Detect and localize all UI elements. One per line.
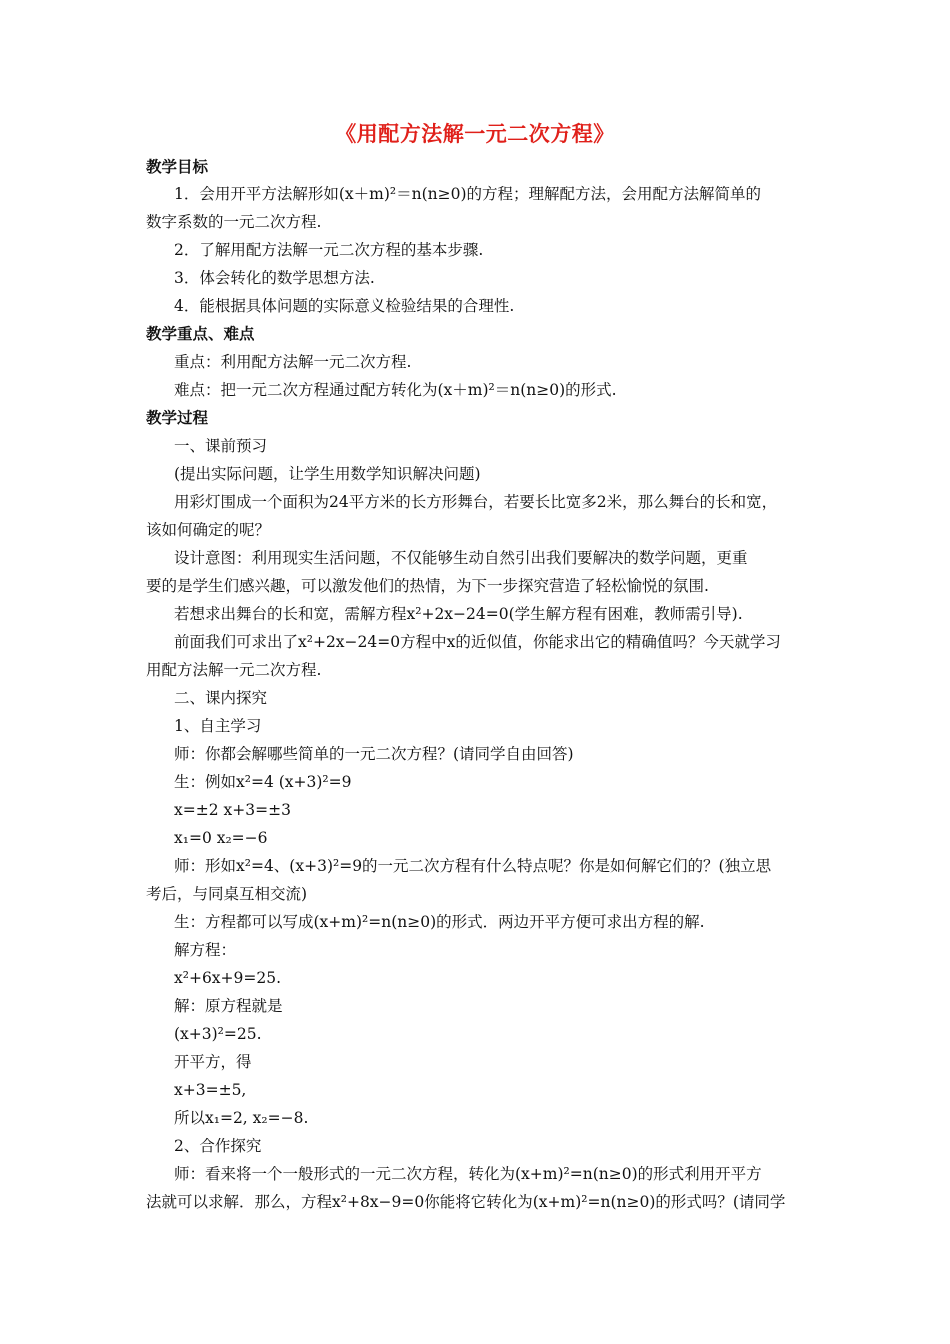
text-line: x=±2 x+3=±3 [174,801,291,819]
text-line: 解：原方程就是 [174,997,283,1015]
text-line: 用彩灯围成一个面积为24平方米的长方形舞台，若要长比宽多2米，那么舞台的长和宽， [174,493,778,511]
section-heading: 教学目标 [146,157,209,176]
text-line: 该如何确定的呢？ [146,521,271,539]
text-line: 生：例如x²=4 (x+3)²=9 [174,773,352,791]
text-line: (x+3)²=25. [174,1025,262,1043]
text-line: 3．体会转化的数学思想方法. [174,269,375,287]
text-line: 二、课内探究 [174,689,268,707]
text-line: 4．能根据具体问题的实际意义检验结果的合理性. [174,297,515,315]
text-line: 开平方，得 [174,1053,252,1071]
text-line: x²+6x+9=25. [174,969,282,987]
text-line: 师：你都会解哪些简单的一元二次方程？(请同学自由回答) [174,745,574,763]
text-line: 2、合作探究 [174,1137,262,1155]
text-line: (提出实际问题，让学生用数学知识解决问题) [174,465,481,483]
text-line: 前面我们可求出了x²+2x−24=0方程中x的近似值，你能求出它的精确值吗？今天就学习 [174,633,781,651]
text-line: 难点：把一元二次方程通过配方转化为(x＋m)²＝n(n≥0)的形式. [174,381,617,399]
document-title: 《用配方法解一元二次方程》 [335,121,615,146]
text-line: 所以x₁=2, x₂=−8. [174,1109,309,1127]
text-line: 用配方法解一元二次方程. [146,661,322,679]
text-line: 1、自主学习 [174,717,262,735]
text-line: x₁=0 x₂=−6 [174,829,268,847]
text-line: 法就可以求解．那么，方程x²+8x−9=0你能将它转化为(x+m)²=n(n≥0)的形式吗？(请同学 [146,1193,786,1211]
text-line: 要的是学生们感兴趣，可以激发他们的热情，为下一步探究营造了轻松愉悦的氛围. [146,577,709,595]
text-line: 考后，与同桌互相交流) [146,885,308,903]
text-line: 1．会用开平方法解形如(x＋m)²＝n(n≥0)的方程；理解配方法，会用配方法解简单的 [174,185,762,203]
text-line: 2．了解用配方法解一元二次方程的基本步骤. [174,241,484,259]
text-line: x+3=±5, [174,1081,247,1099]
text-line: 师：看来将一个一般形式的一元二次方程，转化为(x+m)²=n(n≥0)的形式利用开平方 [174,1165,762,1183]
text-line: 数字系数的一元二次方程. [146,213,322,231]
text-line: 若想求出舞台的长和宽，需解方程x²+2x−24=0(学生解方程有困难，教师需引导). [174,605,743,623]
text-line: 一、课前预习 [174,437,268,455]
text-line: 师：形如x²=4、(x+3)²=9的一元二次方程有什么特点呢？你是如何解它们的？(独立思 [174,857,772,875]
section-heading: 教学重点、难点 [146,324,255,343]
section-heading: 教学过程 [146,408,209,427]
text-line: 设计意图：利用现实生活问题，不仅能够生动自然引出我们要解决的数学问题，更重 [174,549,748,567]
text-line: 解方程： [174,941,237,959]
text-line: 生：方程都可以写成(x+m)²=n(n≥0)的形式．两边开平方便可求出方程的解. [174,913,705,931]
text-line: 重点：利用配方法解一元二次方程. [174,353,412,371]
